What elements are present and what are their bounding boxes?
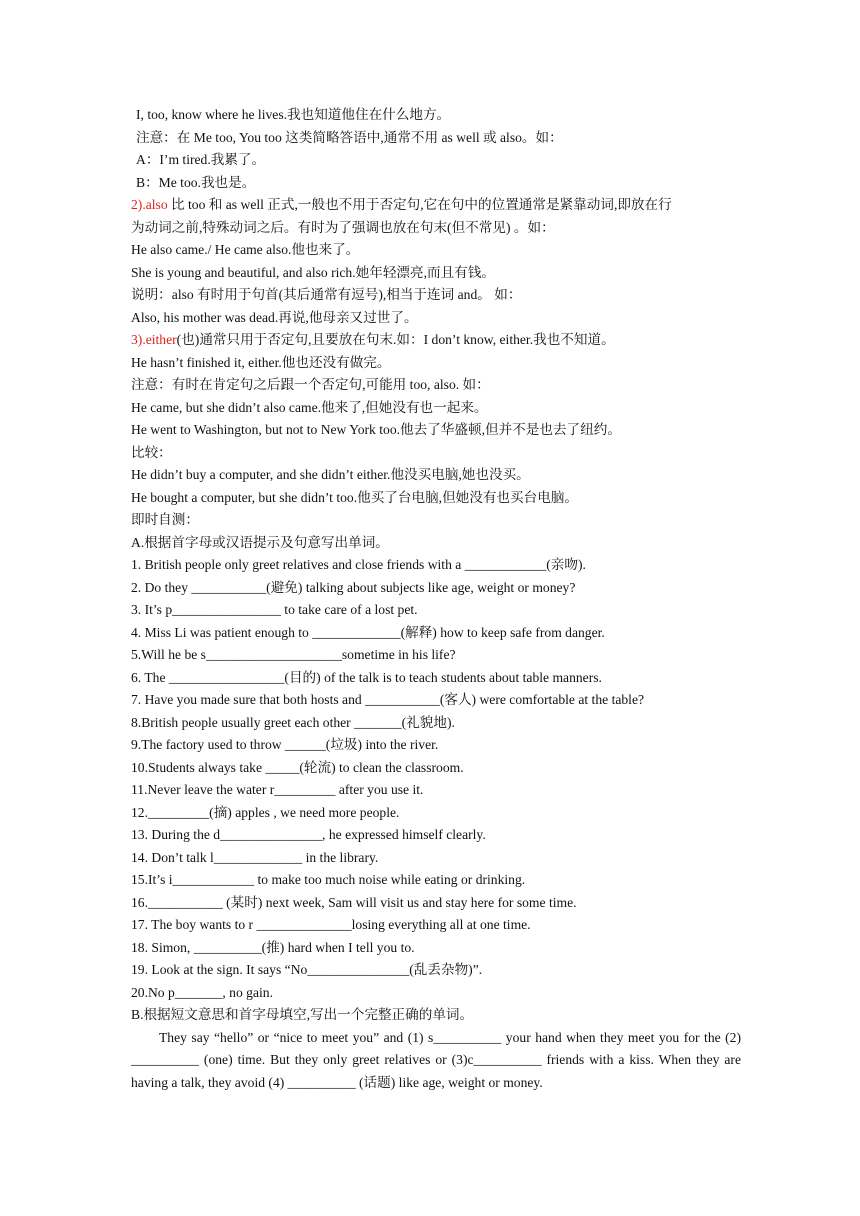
- section-title: 即时自测：: [131, 512, 199, 527]
- document-body: [131, 104, 741, 1094]
- exercise-a-heading: A.根据首字母或汉语提示及句意写出单词。: [131, 534, 389, 550]
- exercise-b-heading: B.根据短文意思和首字母填空,写出一个完整正确的单词。: [131, 1007, 474, 1022]
- exercise-item: 19. Look at the sign. It says “No_______________(乱丢杂物)”.: [131, 962, 483, 977]
- exercise-item: 10.Students always take _____(轮流) to clean the classroom.: [131, 759, 464, 775]
- section-marker-either: 3).either: [131, 332, 177, 347]
- exercise-item: 15.It’s i____________ to make too much noise while eating or drinking.: [131, 872, 526, 887]
- exercise-item: 5.Will he be s____________________sometime in his life?: [131, 647, 456, 662]
- text-line: 说明：also 有时用于句首(其后通常有逗号),相当于连词 and。 如：: [131, 287, 522, 302]
- exercise-item: 9.The factory used to throw ______(垃圾) into the river.: [131, 737, 439, 752]
- exercise-item: 4. Miss Li was patient enough to _____________(解释) how to keep safe from danger.: [131, 624, 605, 640]
- exercise-item: 7. Have you made sure that both hosts and ___________(客人) were comfortable at the table?: [131, 692, 645, 707]
- text-line-also-heading: [131, 194, 741, 217]
- exercise-item: 14. Don’t talk l_____________ in the library.: [131, 849, 379, 865]
- text-line: 比较：: [131, 444, 172, 460]
- exercise-item: 6. The _________________(目的) of the talk is to teach students about table manners.: [131, 669, 602, 685]
- text-line: He didn’t buy a computer, and she didn’t either.他没买电脑,她也没买。: [131, 467, 530, 482]
- text-line: He also came./ He came also.他也来了。: [131, 242, 360, 257]
- text-line: Also, his mother was dead.再说,他母亲又过世了。: [131, 309, 418, 325]
- text-line: B：Me too.我也是。: [136, 174, 256, 190]
- text-span: (也)通常只用于否定句,且要放在句末.如：I don’t know, either.我也不知道。: [176, 332, 615, 347]
- exercise-item: 13. During the d_______________, he expressed himself clearly.: [131, 827, 486, 842]
- exercise-item: 12._________(摘) apples , we need more people.: [131, 804, 400, 820]
- exercise-item: 2. Do they ___________(避免) talking about subjects like age, weight or money?: [131, 579, 576, 595]
- exercise-item: 18. Simon, __________(推) hard when I tell you to.: [131, 939, 415, 955]
- text-line: 注意：在 Me too, You too 这类简略答语中,通常不用 as well 或 also。如：: [136, 129, 563, 145]
- text-span: 比 too 和 as well 正式,一般也不用于否定句,它在句中的位置通常是紧靠动词,即放在行: [167, 197, 672, 212]
- exercise-item: 16.___________ (某时) next week, Sam will visit us and stay here for some time.: [131, 894, 577, 910]
- text-line: He came, but she didn’t also came.他来了,但她没有也一起来。: [131, 399, 488, 415]
- exercise-item: 17. The boy wants to r ______________losing everything all at one time.: [131, 917, 531, 932]
- text-line: He bought a computer, but she didn’t too.他买了台电脑,但她没有也买台电脑。: [131, 489, 579, 505]
- exercise-item: 3. It’s p________________ to take care of a lost pet.: [131, 602, 418, 617]
- exercise-a-list: [131, 554, 741, 1004]
- text-line: 注意：有时在肯定句之后跟一个否定句,可能用 too, also. 如：: [131, 377, 490, 392]
- text-line-either-heading: [131, 329, 741, 352]
- text-line: A：I’m tired.我累了。: [136, 152, 266, 167]
- text-line: 为动词之前,特殊动词之后。有时为了强调也放在句末(但不常见) 。如：: [131, 219, 555, 235]
- text-line: He hasn’t finished it, either.他也还没有做完。: [131, 354, 391, 370]
- exercise-item: 20.No p_______, no gain.: [131, 984, 273, 1000]
- text-line: I, too, know where he lives.我也知道他住在什么地方。: [136, 107, 451, 122]
- text-line: He went to Washington, but not to New York too.他去了华盛顿,但并不是也去了纽约。: [131, 422, 621, 437]
- exercise-item: 11.Never leave the water r_________ after you use it.: [131, 782, 424, 797]
- exercise-b-passage: They say “hello” or “nice to meet you” and (1) s__________ your hand when they meet you for the (2) __________ (one) time. But they only greet relatives or (3)c__________ friends with a kiss. When they are having a talk, they avoid (4) __________ (话题) like age, weight or money.: [131, 1029, 741, 1090]
- text-line: She is young and beautiful, and also rich.她年轻漂亮,而且有钱。: [131, 264, 495, 280]
- section-marker-also: 2).also: [131, 197, 168, 212]
- exercise-item: 1. British people only greet relatives and close friends with a ____________(亲吻).: [131, 557, 586, 572]
- exercise-item: 8.British people usually greet each other _______(礼貌地).: [131, 714, 455, 730]
